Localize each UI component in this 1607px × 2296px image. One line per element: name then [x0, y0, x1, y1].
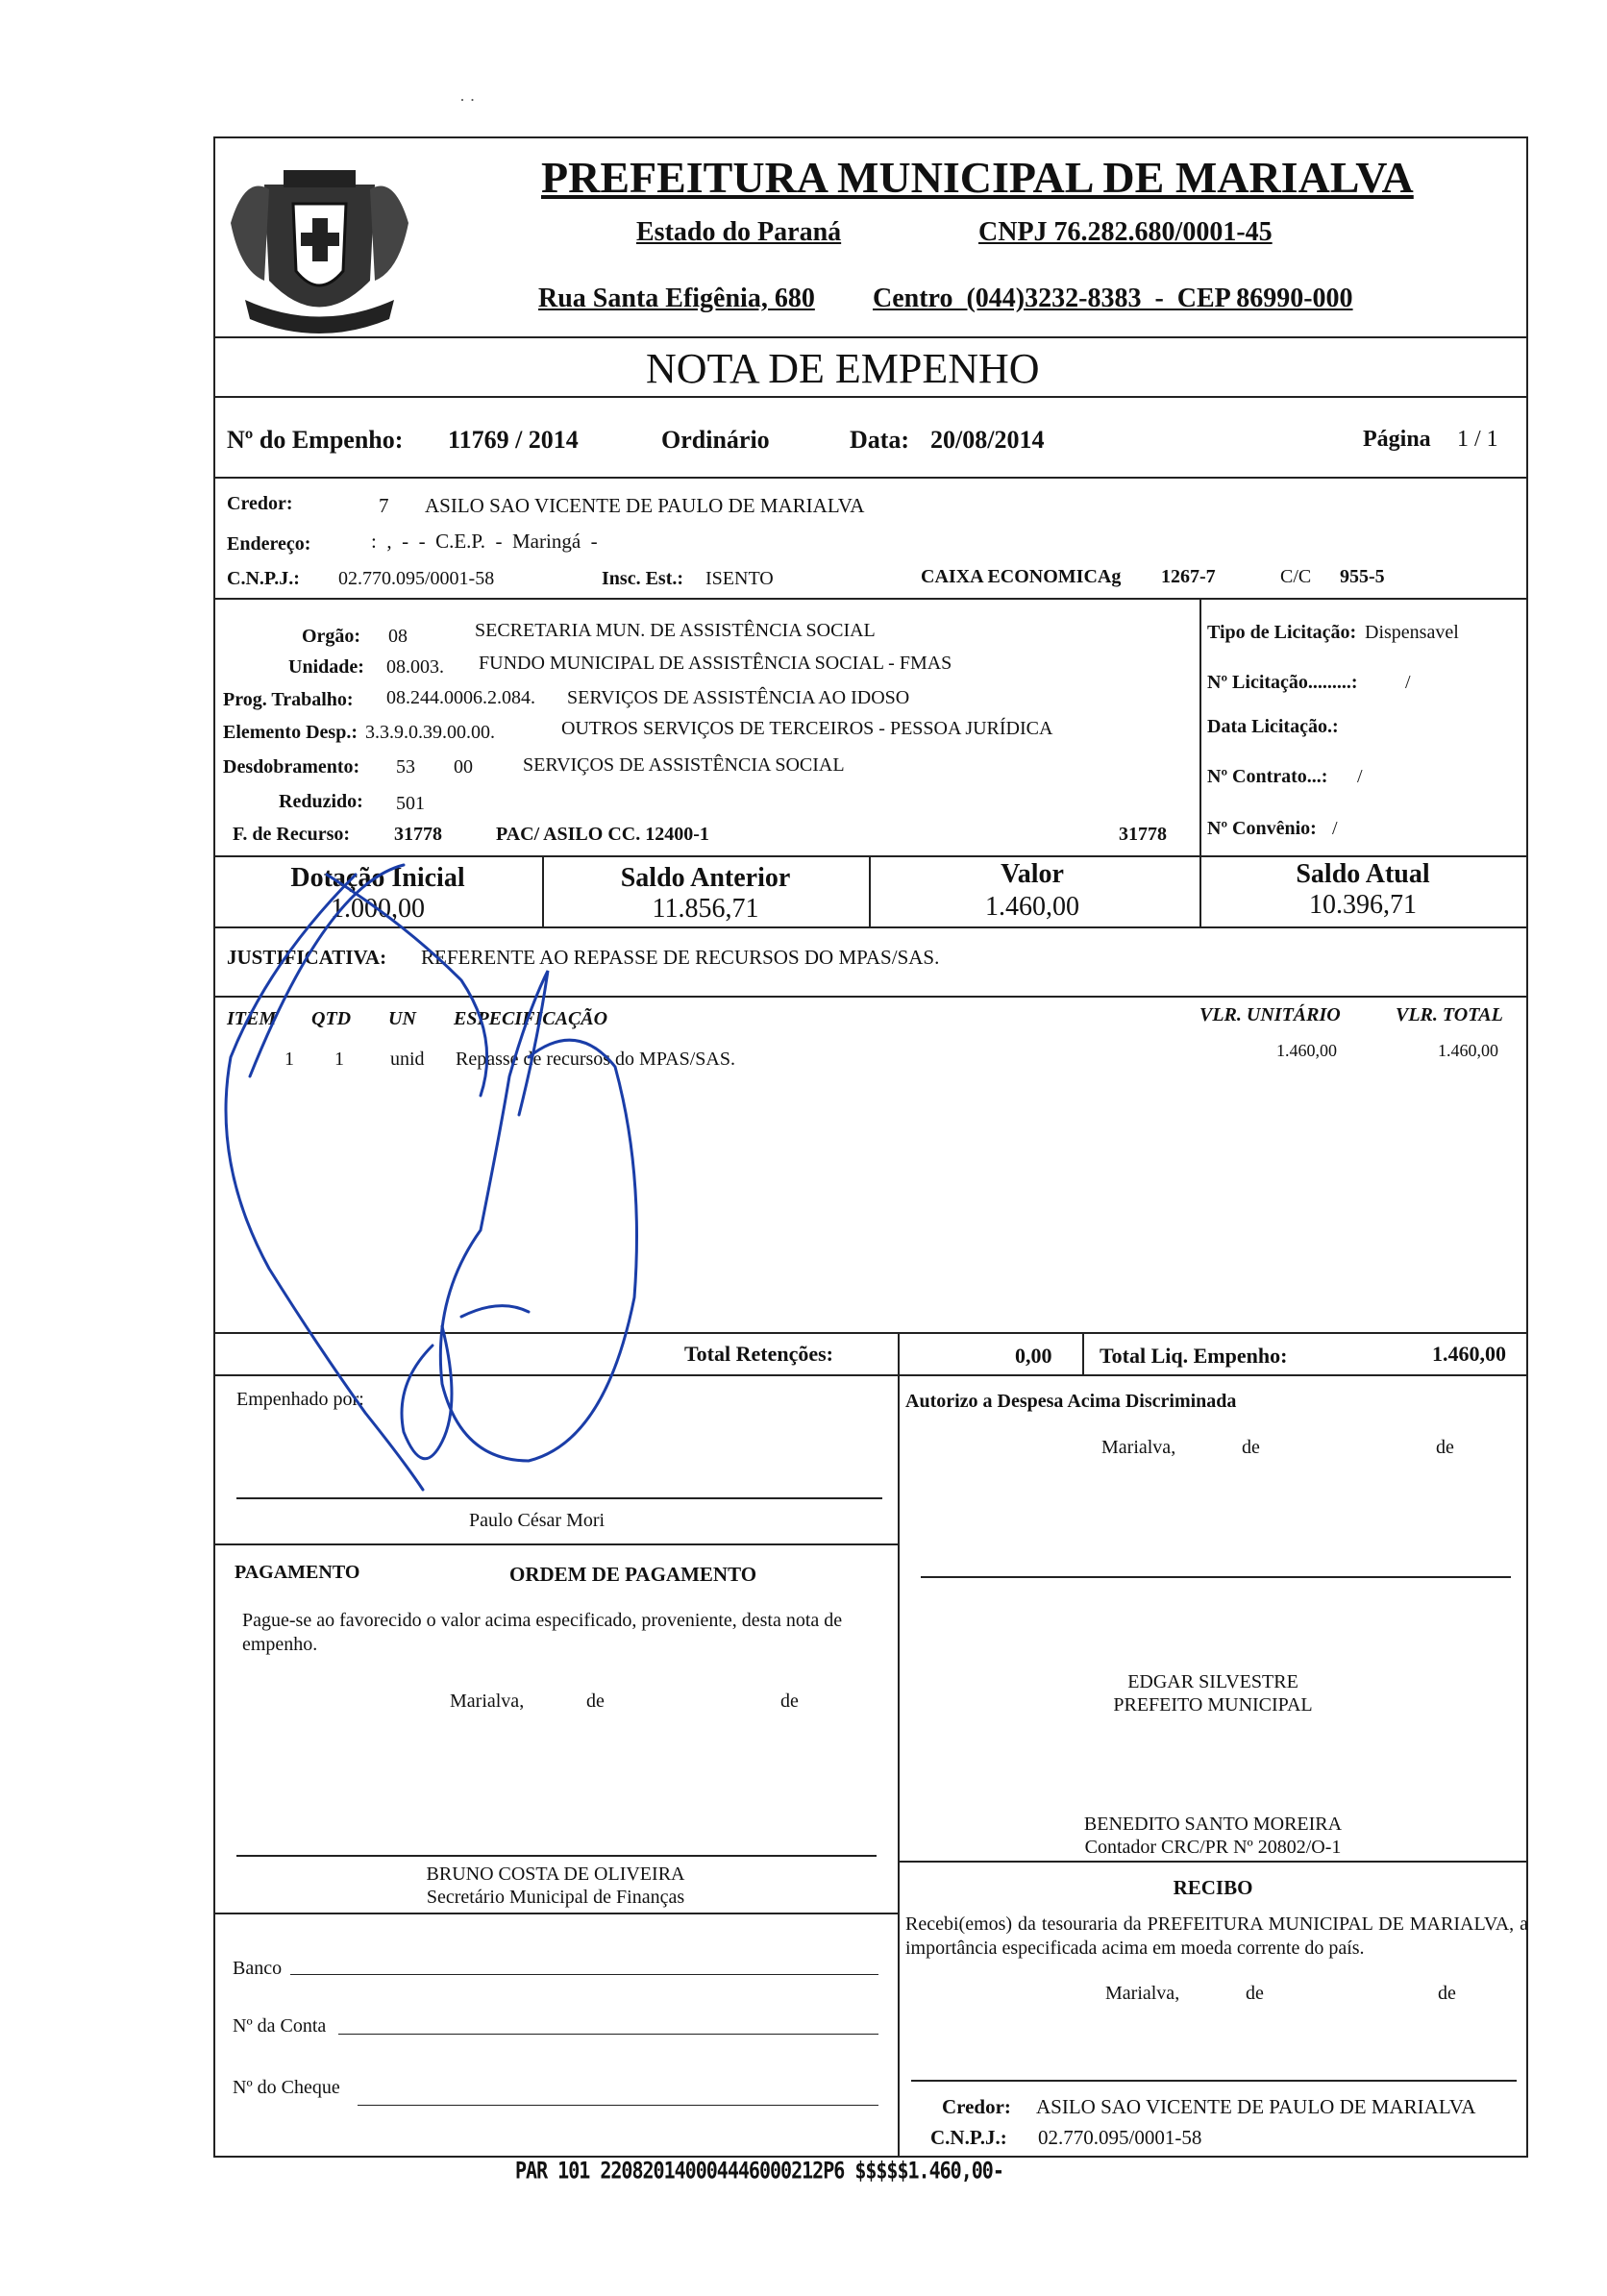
- contador-nome: BENEDITO SANTO MOREIRA: [1083, 1814, 1343, 1835]
- page-title: PREFEITURA MUNICIPAL DE MARIALVA: [541, 153, 1414, 202]
- document-title: NOTA DE EMPENHO: [646, 345, 1040, 392]
- secretario-nome: BRUNO COSTA DE OLIVEIRA: [426, 1864, 685, 1885]
- bank-agency: 1267-7: [1161, 566, 1216, 587]
- cnpj-header: CNPJ 76.282.680/0001-45: [978, 217, 1273, 247]
- de-1a: de: [1242, 1437, 1260, 1458]
- prog-label: Prog. Trabalho:: [223, 689, 354, 710]
- recibo-cnpj-label: C.N.P.J.:: [930, 2126, 1007, 2149]
- elemento-code: 3.3.9.0.39.00.00.: [365, 722, 495, 743]
- recurso-code-2: 31778: [1119, 824, 1167, 845]
- marialva-1: Marialva,: [1101, 1437, 1176, 1458]
- scan-mark: · ·: [459, 90, 476, 110]
- insc-label: Insc. Est.:: [602, 568, 684, 589]
- pagamento-label: PAGAMENTO: [235, 1562, 360, 1583]
- credor-address: : , - - C.E.P. - Maringá -: [371, 530, 598, 553]
- cc-label: C/C: [1280, 566, 1312, 587]
- contrato-value: /: [1357, 766, 1363, 787]
- secretario-cargo: Secretário Municipal de Finanças: [426, 1887, 685, 1908]
- autorizo-label: Autorizo a Despesa Acima Discriminada: [905, 1391, 1237, 1412]
- valor-value: 1.460,00: [985, 892, 1079, 922]
- empenho-type: Ordinário: [661, 426, 770, 454]
- empenho-number-label: Nº do Empenho:: [227, 426, 404, 454]
- date-label: Data:: [850, 426, 910, 454]
- marialva-2: Marialva,: [450, 1691, 525, 1712]
- de-3b: de: [1438, 1983, 1456, 2004]
- saldo-atual-label: Saldo Atual: [1296, 859, 1430, 889]
- reduzido-value: 501: [396, 793, 425, 814]
- convenio-label: Nº Convênio:: [1207, 818, 1317, 839]
- licitacao-numero-label: Nº Licitação.........:: [1207, 672, 1358, 693]
- row-item: 1: [284, 1049, 294, 1070]
- cheque-label: Nº do Cheque: [233, 2077, 340, 2098]
- dotacao-value: 1.000,00: [331, 894, 425, 924]
- unidade-code: 08.003.: [386, 656, 444, 678]
- pague-se-text: Pague-se ao favorecido o valor acima especificado, proveniente, desta nota de empenho.: [242, 1610, 843, 1655]
- col-item: ITEM: [227, 1008, 277, 1029]
- valor-label: Valor: [1001, 859, 1064, 889]
- orgao-code: 08: [388, 626, 408, 647]
- licitacao-numero: /: [1405, 672, 1411, 693]
- address-rest: Centro (044)3232-8383 - CEP 86990-000: [873, 284, 1353, 313]
- dotacao-label: Dotação Inicial: [290, 863, 465, 893]
- prog-desc: SERVIÇOS DE ASSISTÊNCIA AO IDOSO: [567, 687, 910, 708]
- reduzido-label: Reduzido:: [279, 791, 363, 812]
- state-label: Estado do Paraná: [636, 217, 842, 247]
- conta-label: Nº da Conta: [233, 2015, 327, 2037]
- empenho-date: 20/08/2014: [930, 426, 1045, 454]
- credor-name: ASILO SAO VICENTE DE PAULO DE MARIALVA: [425, 494, 865, 517]
- orgao-desc: SECRETARIA MUN. DE ASSISTÊNCIA SOCIAL: [475, 620, 876, 641]
- empenhado-nome: Paulo César Mori: [469, 1510, 606, 1531]
- credor-label: Credor:: [227, 493, 293, 514]
- de-3a: de: [1246, 1983, 1264, 2004]
- contrato-label: Nº Contrato...:: [1207, 766, 1328, 787]
- elemento-desc: OUTROS SERVIÇOS DE TERCEIROS - PESSOA JURÍDICA: [561, 718, 1053, 739]
- unidade-label: Unidade:: [288, 656, 364, 678]
- tipo-licitacao-label: Tipo de Licitação:: [1207, 622, 1357, 643]
- cc-value: 955-5: [1340, 566, 1385, 587]
- authentication-print: PAR 101 220820140004446000212P6 $$$$$1.460,00-: [515, 2156, 1003, 2185]
- insc-value: ISENTO: [705, 568, 774, 589]
- justificativa-label: JUSTIFICATIVA:: [227, 946, 387, 969]
- prefeito-cargo: PREFEITO MUNICIPAL: [1113, 1694, 1313, 1716]
- prefeito-nome: EDGAR SILVESTRE: [1127, 1671, 1298, 1692]
- page-label: Página: [1363, 427, 1431, 452]
- orgao-label: Orgão:: [302, 626, 361, 647]
- col-especificacao: ESPECIFICAÇÃO: [454, 1008, 608, 1029]
- elemento-label: Elemento Desp.:: [223, 722, 358, 743]
- contador-cargo: Contador CRC/PR Nº 20802/O-1: [1084, 1837, 1342, 1858]
- unidade-desc: FUNDO MUNICIPAL DE ASSISTÊNCIA SOCIAL - FMAS: [479, 653, 952, 674]
- recibo-credor-nome: ASILO SAO VICENTE DE PAULO DE MARIALVA: [1036, 2095, 1476, 2118]
- row-vlr-total: 1.460,00: [1438, 1041, 1498, 1060]
- prog-code: 08.244.0006.2.084.: [386, 687, 535, 708]
- recibo-text: Recebi(emos) da tesouraria da PREFEITURA MUNICIPAL DE MARIALVA, a importância especificada acima em moeda corrente do país.: [905, 1913, 1528, 1959]
- col-vlr-total: VLR. TOTAL: [1396, 1004, 1503, 1025]
- recurso-label: F. de Recurso:: [233, 824, 351, 845]
- credor-cnpj: 02.770.095/0001-58: [338, 568, 495, 589]
- recurso-code: 31778: [394, 824, 442, 845]
- address-street: Rua Santa Efigênia, 680: [538, 284, 815, 313]
- recurso-desc: PAC/ ASILO CC. 12400-1: [496, 824, 709, 845]
- row-especificacao: Repasse de recursos do MPAS/SAS.: [456, 1049, 735, 1070]
- saldo-anterior-label: Saldo Anterior: [620, 863, 791, 893]
- convenio-value: /: [1332, 818, 1338, 839]
- address-label: Endereço:: [227, 533, 311, 555]
- bank-name: CAIXA ECONOMICAg: [921, 566, 1122, 587]
- row-qtd: 1: [334, 1049, 344, 1070]
- recibo-label: RECIBO: [1173, 1876, 1253, 1899]
- ordem-pagamento-label: ORDEM DE PAGAMENTO: [509, 1563, 757, 1586]
- desdobramento-sub: 00: [454, 756, 473, 778]
- col-vlr-unitario: VLR. UNITÁRIO: [1199, 1004, 1341, 1025]
- desdobramento-desc: SERVIÇOS DE ASSISTÊNCIA SOCIAL: [523, 754, 845, 776]
- liq-label: Total Liq. Empenho:: [1100, 1344, 1288, 1368]
- retencoes-label: Total Retenções:: [684, 1342, 833, 1366]
- tipo-licitacao: Dispensavel: [1365, 622, 1459, 643]
- justificativa-text: REFERENTE AO REPASSE DE RECURSOS DO MPAS/SAS.: [421, 946, 940, 969]
- col-un: UN: [388, 1008, 416, 1029]
- recibo-credor-label: Credor:: [942, 2095, 1011, 2118]
- saldo-anterior-value: 11.856,71: [652, 894, 759, 924]
- de-2a: de: [586, 1691, 605, 1712]
- saldo-atual-value: 10.396,71: [1309, 890, 1417, 920]
- de-2b: de: [780, 1691, 799, 1712]
- retencoes-value: 0,00: [1015, 1344, 1052, 1368]
- recibo-cnpj: 02.770.095/0001-58: [1038, 2126, 1202, 2149]
- marialva-3: Marialva,: [1105, 1983, 1180, 2004]
- empenho-number: 11769 / 2014: [448, 426, 579, 454]
- row-un: unid: [390, 1049, 425, 1070]
- desdobramento-label: Desdobramento:: [223, 756, 360, 778]
- banco-label: Banco: [233, 1958, 283, 1979]
- credor-code: 7: [379, 494, 389, 517]
- page-number: 1 / 1: [1457, 427, 1498, 452]
- liq-value: 1.460,00: [1432, 1342, 1506, 1366]
- col-qtd: QTD: [311, 1008, 352, 1029]
- licitacao-data-label: Data Licitação.:: [1207, 716, 1339, 737]
- empenhado-label: Empenhado por:: [236, 1389, 364, 1410]
- desdobramento-code: 53: [396, 756, 415, 778]
- de-1b: de: [1436, 1437, 1454, 1458]
- cnpj-label: C.N.P.J.:: [227, 568, 300, 589]
- row-vlr-unitario: 1.460,00: [1276, 1041, 1337, 1060]
